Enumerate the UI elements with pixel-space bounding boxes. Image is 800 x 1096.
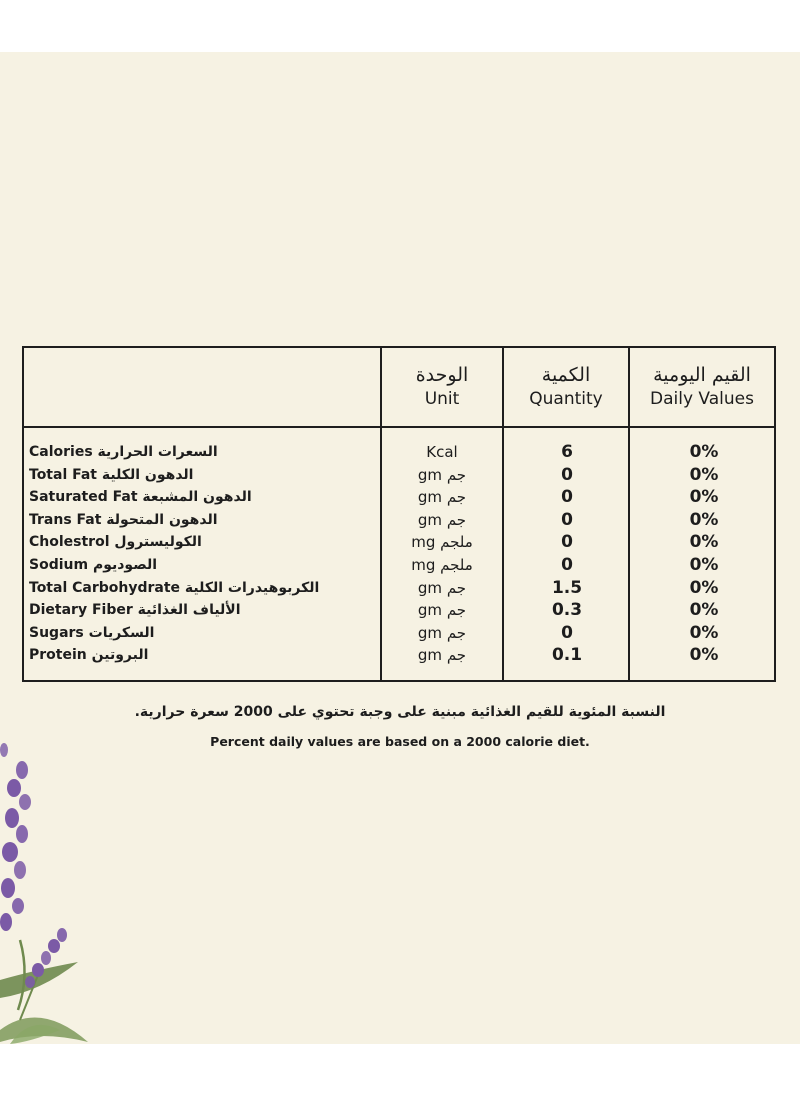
header-unit-ar: الوحدة	[415, 364, 469, 386]
nutrient-row-cholestrol	[24, 531, 774, 554]
nutrient-name: Dietary Fiber الألياف الغذائية	[29, 602, 241, 619]
header-quantity	[504, 348, 628, 426]
nutrient-daily-value: 0%	[689, 600, 719, 621]
nutrient-daily-value: 0%	[689, 577, 719, 598]
nutrient-row-sodium	[24, 554, 774, 577]
nutrient-name: Sugars السكريات	[29, 624, 155, 641]
header-quantity-ar: الكمية	[541, 364, 591, 386]
header-daily-values-en: Daily Values	[650, 389, 754, 409]
footnote-english: Percent daily values are based on a 2000 calorie diet.	[210, 734, 590, 749]
nutrient-row-protein	[24, 644, 774, 667]
nutrient-name: Total Carbohydrate الكربوهيدرات الكلية	[29, 579, 320, 596]
nutrient-daily-value: 0%	[689, 532, 719, 553]
nutrient-name: Calories السعرات الحرارية	[29, 444, 218, 460]
nutrient-row-total-carbohydrate	[24, 577, 774, 600]
nutrient-name: Saturated Fat الدهون المشبعة	[29, 489, 252, 506]
nutrient-quantity: 0	[561, 532, 573, 553]
nutrient-daily-value: 0%	[689, 645, 719, 666]
nutrient-row-saturated-fat	[24, 486, 774, 509]
nutrient-row-trans-fat	[24, 509, 774, 532]
nutrient-quantity: 0.3	[551, 600, 583, 621]
nutrient-unit: gm جم	[417, 510, 467, 529]
nutrient-daily-value: 0%	[689, 555, 719, 575]
nutrient-quantity: 0	[561, 509, 573, 530]
nutrient-row-sugars	[24, 622, 774, 645]
footnote-arabic: النسبة المئوية للقيم الغذائية مبنية على وجبة تحتوي على 2000 سعرة حرارية.	[134, 704, 666, 720]
nutrient-unit: gm جم	[417, 646, 467, 665]
nutrient-quantity: 0	[561, 622, 573, 643]
nutrient-daily-value: 0%	[689, 442, 719, 462]
lavender-flower-icon	[0, 743, 67, 988]
nutrient-unit: mg ملجم	[411, 533, 473, 552]
nutrient-unit: gm جم	[417, 601, 467, 620]
nutrient-quantity: 0	[561, 487, 573, 508]
nutrient-daily-value: 0%	[689, 487, 719, 508]
nutrient-quantity: 1.5	[551, 577, 583, 598]
header-daily-values-ar: القيم اليومية	[653, 364, 751, 386]
nutrient-daily-value: 0%	[689, 622, 719, 643]
header-unit-en: Unit	[424, 389, 460, 409]
nutrient-unit: mg ملجم	[411, 556, 473, 574]
nutrient-name: Total Fat الدهون الكلية	[29, 466, 194, 483]
nutrient-row-calories	[24, 441, 774, 464]
nutrient-unit: Kcal	[426, 443, 458, 461]
header-divider	[24, 426, 774, 428]
header-daily-values	[630, 348, 774, 426]
nutrient-daily-value: 0%	[689, 464, 719, 485]
nutrient-quantity: 0	[561, 555, 573, 575]
nutrient-row-total-fat	[24, 464, 774, 487]
header-unit	[382, 348, 502, 426]
nutrient-unit: gm جم	[417, 578, 467, 597]
nutrient-unit: gm جم	[417, 465, 467, 484]
nutrient-unit: gm جم	[417, 623, 467, 642]
nutrient-daily-value: 0%	[689, 509, 719, 530]
header-quantity-en: Quantity	[529, 389, 603, 409]
nutrient-name: Protein البروتين	[29, 647, 149, 664]
nutrient-quantity: 0.1	[551, 645, 583, 666]
nutrition-facts-table	[22, 346, 776, 682]
nutrient-unit: gm جم	[417, 488, 467, 507]
nutrient-quantity: 0	[561, 464, 573, 485]
nutrient-name: Cholestrol الكوليسترول	[29, 534, 202, 551]
nutrient-row-dietary-fiber	[24, 599, 774, 622]
nutrient-name: Sodium الصوديوم	[29, 557, 158, 573]
lavender-illustration	[0, 730, 100, 1050]
nutrient-quantity: 6	[561, 442, 573, 462]
nutrient-name: Trans Fat الدهون المتحولة	[29, 511, 218, 528]
